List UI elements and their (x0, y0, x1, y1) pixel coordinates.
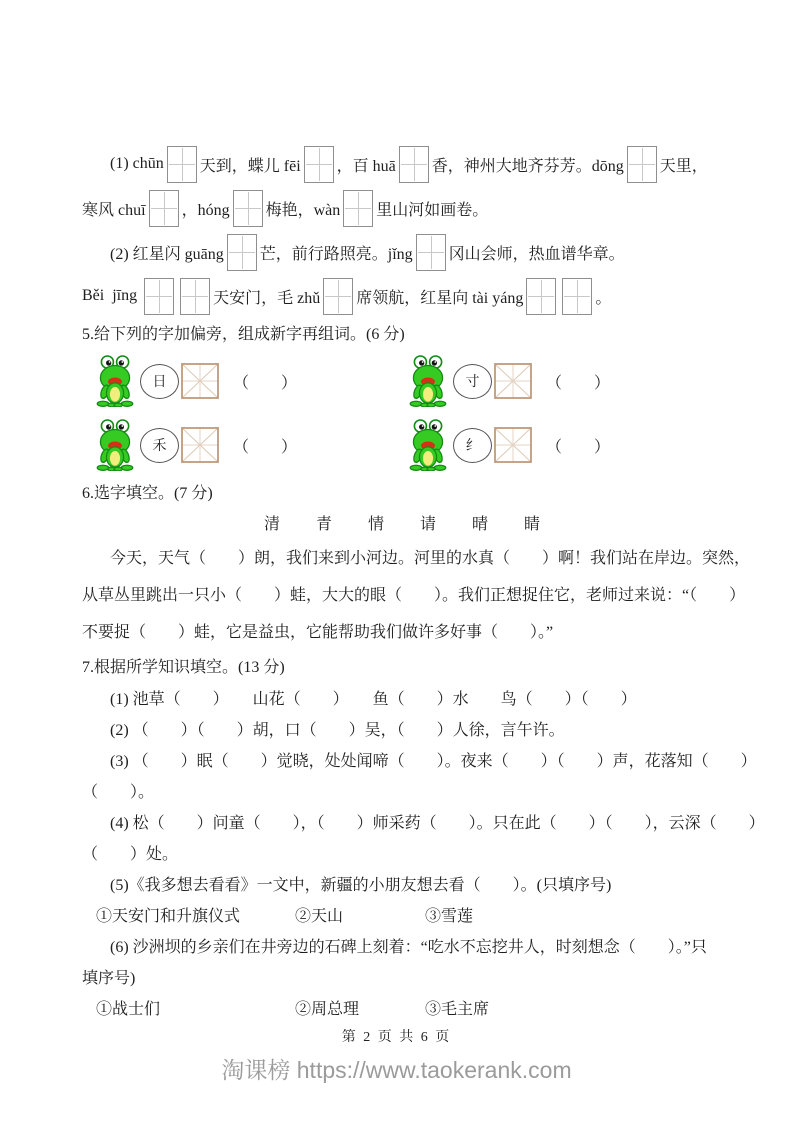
word-blank-parens: （ ） (233, 438, 298, 456)
mi-grid-writing-box (494, 427, 532, 463)
tian-grid-writing-box (526, 278, 556, 315)
option-item: ①战士们 (96, 1001, 161, 1018)
fill-blank-line: （ ）。 (82, 784, 155, 801)
tian-grid-writing-box (562, 278, 592, 315)
passage-line: 不要捉（ ）蛙，它是益虫，它能帮助我们做许多好事（ ）。” (82, 624, 554, 641)
frog-icon (96, 355, 134, 407)
radical-word-item (409, 417, 722, 473)
base-char-circle: 禾 (140, 428, 179, 463)
line-text: 香，神州大地齐芬芳。dōng (431, 157, 624, 175)
line-text: (2) 红星闪 guāng (110, 245, 224, 263)
fill-blank-line: (4) 松（ ）问童（ ），（ ）师采药（ ）。只在此（ ）（ ），云深（ ） (110, 815, 765, 832)
fill-blank-line: 填序号) (82, 970, 136, 987)
question-6-title: 6.选字填空。(7 分) (82, 485, 213, 502)
line-text: 。 (595, 289, 612, 307)
word-blank-parens: （ ） (546, 374, 611, 392)
page-content (82, 142, 765, 1025)
pinyin-answer-line (82, 186, 722, 230)
pinyin-answer-line (82, 230, 722, 274)
line-text: 天到，蝶儿 fēi (199, 157, 301, 175)
question-6-passage (82, 540, 751, 651)
line-text: Běi jīng (82, 287, 142, 304)
line-text: 天安门，毛 zhǔ (213, 289, 321, 307)
frog-icon (96, 419, 134, 471)
base-char-circle: 寸 (453, 364, 492, 399)
base-char-circle: 纟 (453, 428, 492, 463)
frog-icon (409, 355, 447, 407)
tian-grid-writing-box (323, 278, 353, 315)
option-item: ①天安门和升旗仪式 (96, 908, 241, 925)
question-6-char-bank (82, 510, 722, 540)
option-item: ③雪莲 (425, 908, 474, 925)
tian-grid-writing-box (343, 190, 373, 227)
question-4-pinyin-lines (82, 142, 722, 318)
fill-blank-line: (3) （ ）眠（ ）觉晓，处处闻啼（ ）。夜来（ ）（ ）声，花落知（ ） (110, 753, 757, 770)
line-text: 寒风 chuī (82, 201, 146, 219)
tian-grid-writing-box (399, 146, 429, 183)
candidate-char: 情 (367, 516, 384, 533)
option-item: ②周总理 (295, 1001, 360, 1018)
radical-word-item (96, 353, 409, 409)
tian-grid-writing-box (416, 234, 446, 271)
candidate-char: 青 (315, 516, 332, 533)
candidate-char: 请 (420, 516, 437, 533)
word-blank-parens: （ ） (546, 438, 611, 456)
tian-grid-writing-box (144, 278, 174, 315)
candidate-char: 清 (263, 516, 280, 533)
frog-icon (409, 419, 447, 471)
fill-blank-line: (2) （ ）（ ）胡，口（ ）吴，（ ）人徐，言午许。 (110, 722, 565, 739)
passage-line: 今天，天气（ ）朗，我们来到小河边。河里的水真（ ）啊！我们站在岸边。突然， (110, 550, 751, 567)
question-5-title: 5.给下列的字加偏旁，组成新字再组词。(6 分) (82, 326, 405, 343)
tian-grid-writing-box (227, 234, 257, 271)
option-item: ②天山 (295, 908, 344, 925)
question-7-lines (82, 684, 765, 1025)
word-blank-parens: （ ） (233, 374, 298, 392)
line-text: 里山河如画卷。 (376, 201, 489, 219)
radical-word-item (409, 353, 722, 409)
line-text: (1) chūn (110, 155, 164, 172)
line-text: ，hóng (181, 201, 230, 219)
mi-grid-writing-box (494, 363, 532, 399)
question-7-title: 7.根据所学知识填空。(13 分) (82, 659, 285, 676)
tian-grid-writing-box (167, 146, 197, 183)
fill-blank-line: (1) 池草（ ） 山花（ ） 鱼（ ）水 鸟（ ）（ ） (110, 691, 637, 708)
candidate-char: 晴 (472, 516, 489, 533)
fill-blank-line: (6) 沙洲坝的乡亲们在井旁边的石碑上刻着：“吃水不忘挖井人，时刻想念（ ）。”只 (110, 939, 707, 956)
passage-line: 从草丛里跳出一只小（ ）蛙，大大的眼（ ）。我们正想捉住它，老师过来说：“（ ） (82, 587, 746, 604)
line-text: ，百 huā (336, 157, 396, 175)
line-text: 天里， (659, 157, 708, 175)
options-row (82, 901, 722, 932)
mi-grid-writing-box (181, 363, 219, 399)
tian-grid-writing-box (180, 278, 210, 315)
pinyin-answer-line (82, 274, 722, 318)
site-watermark: 淘课榜 https://www.taokerank.com (221, 1057, 572, 1083)
radical-word-item (96, 417, 409, 473)
fill-blank-line: （ ）处。 (82, 846, 179, 863)
tian-grid-writing-box (627, 146, 657, 183)
page-number: 第 2 页 共 6 页 (341, 1030, 452, 1045)
question-5-items (82, 353, 722, 473)
options-row (82, 994, 722, 1025)
mi-grid-writing-box (181, 427, 219, 463)
line-text: 芒，前行路照亮。jǐng (259, 245, 413, 263)
tian-grid-writing-box (149, 190, 179, 227)
fill-blank-line: (5)《我多想去看看》一文中，新疆的小朋友想去看（ ）。(只填序号) (110, 877, 612, 894)
tian-grid-writing-box (233, 190, 263, 227)
tian-grid-writing-box (304, 146, 334, 183)
base-char-circle: 日 (140, 364, 179, 399)
candidate-char: 睛 (524, 516, 541, 533)
pinyin-answer-line (82, 142, 722, 186)
line-text: 席领航，红星向 tài yáng (356, 289, 524, 307)
line-text: 冈山会师，热血谱华章。 (448, 245, 625, 263)
option-item: ③毛主席 (425, 1001, 490, 1018)
line-text: 梅艳，wàn (265, 201, 341, 219)
